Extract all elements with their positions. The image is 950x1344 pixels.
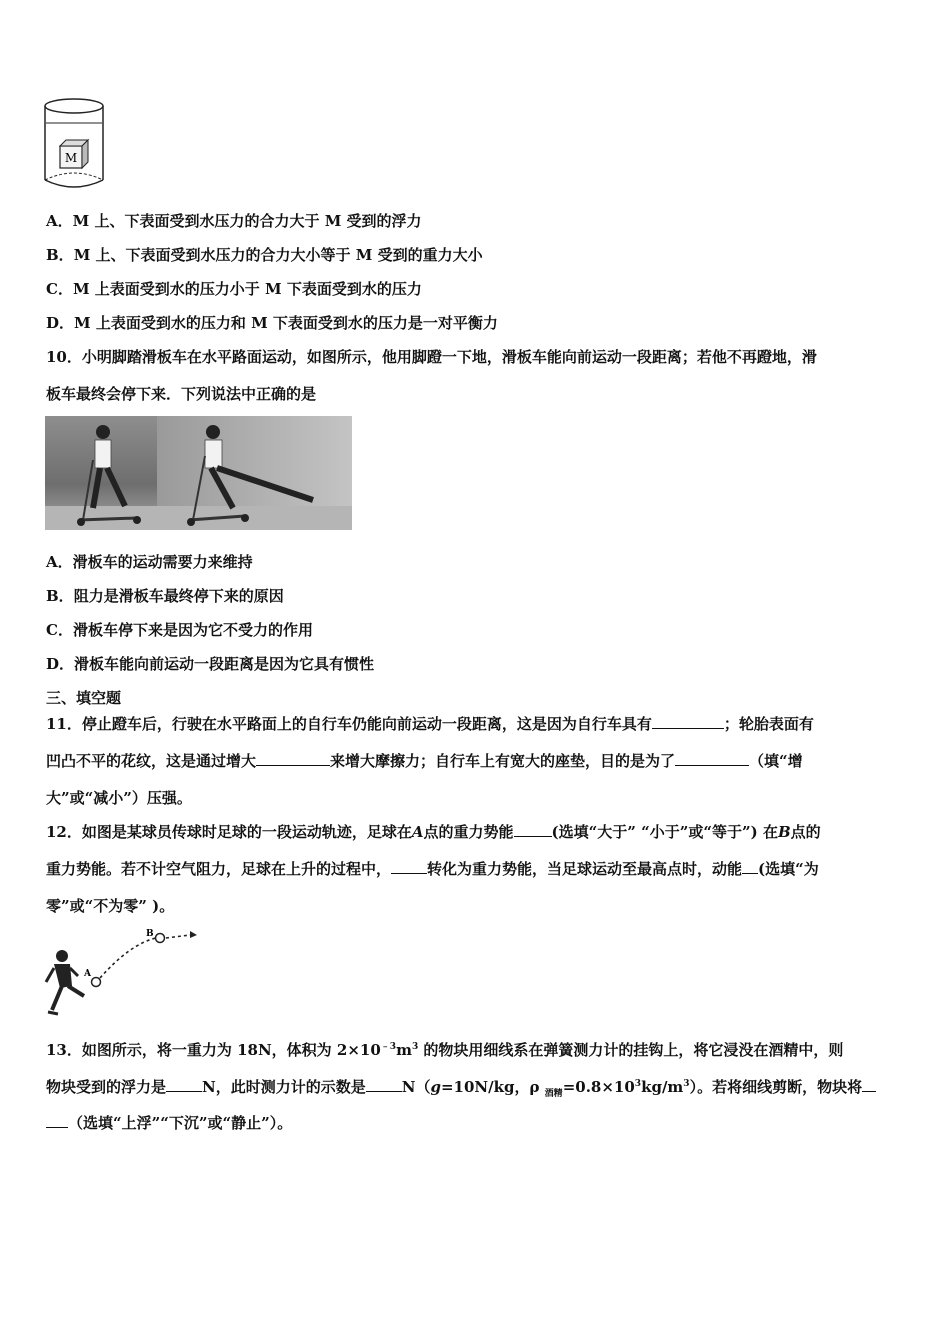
- q13-blank-1[interactable]: [166, 1077, 202, 1092]
- ball-b: [156, 934, 165, 943]
- section-heading: 三、填空题: [46, 689, 122, 707]
- q13-blank-2[interactable]: [366, 1077, 402, 1092]
- q9-option-d: D．M 上表面受到水的压力和 M 下表面受到水的压力是一对平衡力: [46, 314, 498, 332]
- scooter-photo: [45, 416, 352, 530]
- q11-line2: 凹凸不平的花纹，这是通过增大 来增大摩擦力；自行车上有宽大的座垫，目的是为了 （填“增: [46, 752, 803, 770]
- q10-stem-line1: 10．小明脚踏滑板车在水平路面运动，如图所示，他用脚蹬一下地，滑板车能向前运动一段距离；若他不再蹬地，滑: [46, 348, 817, 366]
- football-trajectory-figure: [40, 926, 200, 1022]
- q11-blank-2[interactable]: [256, 751, 330, 766]
- q9-option-a: A．M 上、下表面受到水压力的合力大于 M 受到的浮力: [46, 212, 422, 230]
- q11-blank-3[interactable]: [675, 751, 749, 766]
- q13-line3: （选填“上浮”“下沉”或“静止”）。: [46, 1113, 906, 1133]
- ball-a: [92, 978, 101, 987]
- q12-blank-3[interactable]: [742, 859, 758, 874]
- cube-label: M: [64, 151, 78, 165]
- q12-line3: 零”或“不为零” )。: [46, 897, 175, 915]
- q9-option-b: B．M 上、下表面受到水压力的合力大小等于 M 受到的重力大小: [46, 246, 483, 264]
- q12-blank-1[interactable]: [514, 822, 552, 837]
- q9-option-c: C．M 上表面受到水的压力小于 M 下表面受到水的压力: [46, 280, 422, 298]
- q11-line1: 11．停止蹬车后，行驶在水平路面上的自行车仍能向前运动一段距离，这是因为自行车具有 ；轮胎表面有: [46, 715, 814, 733]
- q13-blank-3a[interactable]: [862, 1077, 876, 1092]
- q11-line3: 大”或“减小”）压强。: [46, 789, 192, 807]
- q10-option-c: C．滑板车停下来是因为它不受力的作用: [46, 621, 313, 639]
- q10-stem-line2: 板车最终会停下来．下列说法中正确的是: [46, 385, 317, 403]
- label-a: A: [84, 969, 91, 979]
- q12-line2: 重力势能。若不计空气阻力，足球在上升的过程中， 转化为重力势能，当足球运动至最高点时，动能 (选填“为: [46, 860, 819, 878]
- q13-blank-3b[interactable]: [46, 1113, 68, 1128]
- beaker-figure: [40, 96, 112, 194]
- q12-line1: 12．如图是某球员传球时足球的一段运动轨迹，足球在A点的重力势能 (选填“大于” “小于”或“等于”) 在B点的: [46, 823, 821, 841]
- q11-blank-1[interactable]: [652, 714, 724, 729]
- trajectory-curve: [100, 938, 156, 978]
- q13-line1: 13．如图所示，将一重力为 18N，体积为 $2\times 10^{﹣3}m^3$ 的物块用细线系在弹簧测力计的挂钩上，将它浸没在酒精中，则: [46, 1041, 844, 1059]
- q10-option-a: A．滑板车的运动需要力来维持: [46, 553, 253, 571]
- beaker-rim: [45, 99, 103, 113]
- q10-option-b: B．阻力是滑板车最终停下来的原因: [46, 587, 284, 605]
- q10-option-d: D．滑板车能向前运动一段距离是因为它具有惯性: [46, 655, 375, 673]
- q13-line2: 物块受到的浮力是 N，此时测力计的示数是 N（g=10N/kg，ρ $_{酒精}=0.8\times 10^3kg/m^3$）。若将细线剪断，物块将: [46, 1077, 906, 1097]
- label-b: B: [146, 929, 154, 939]
- q12-blank-2[interactable]: [391, 859, 427, 874]
